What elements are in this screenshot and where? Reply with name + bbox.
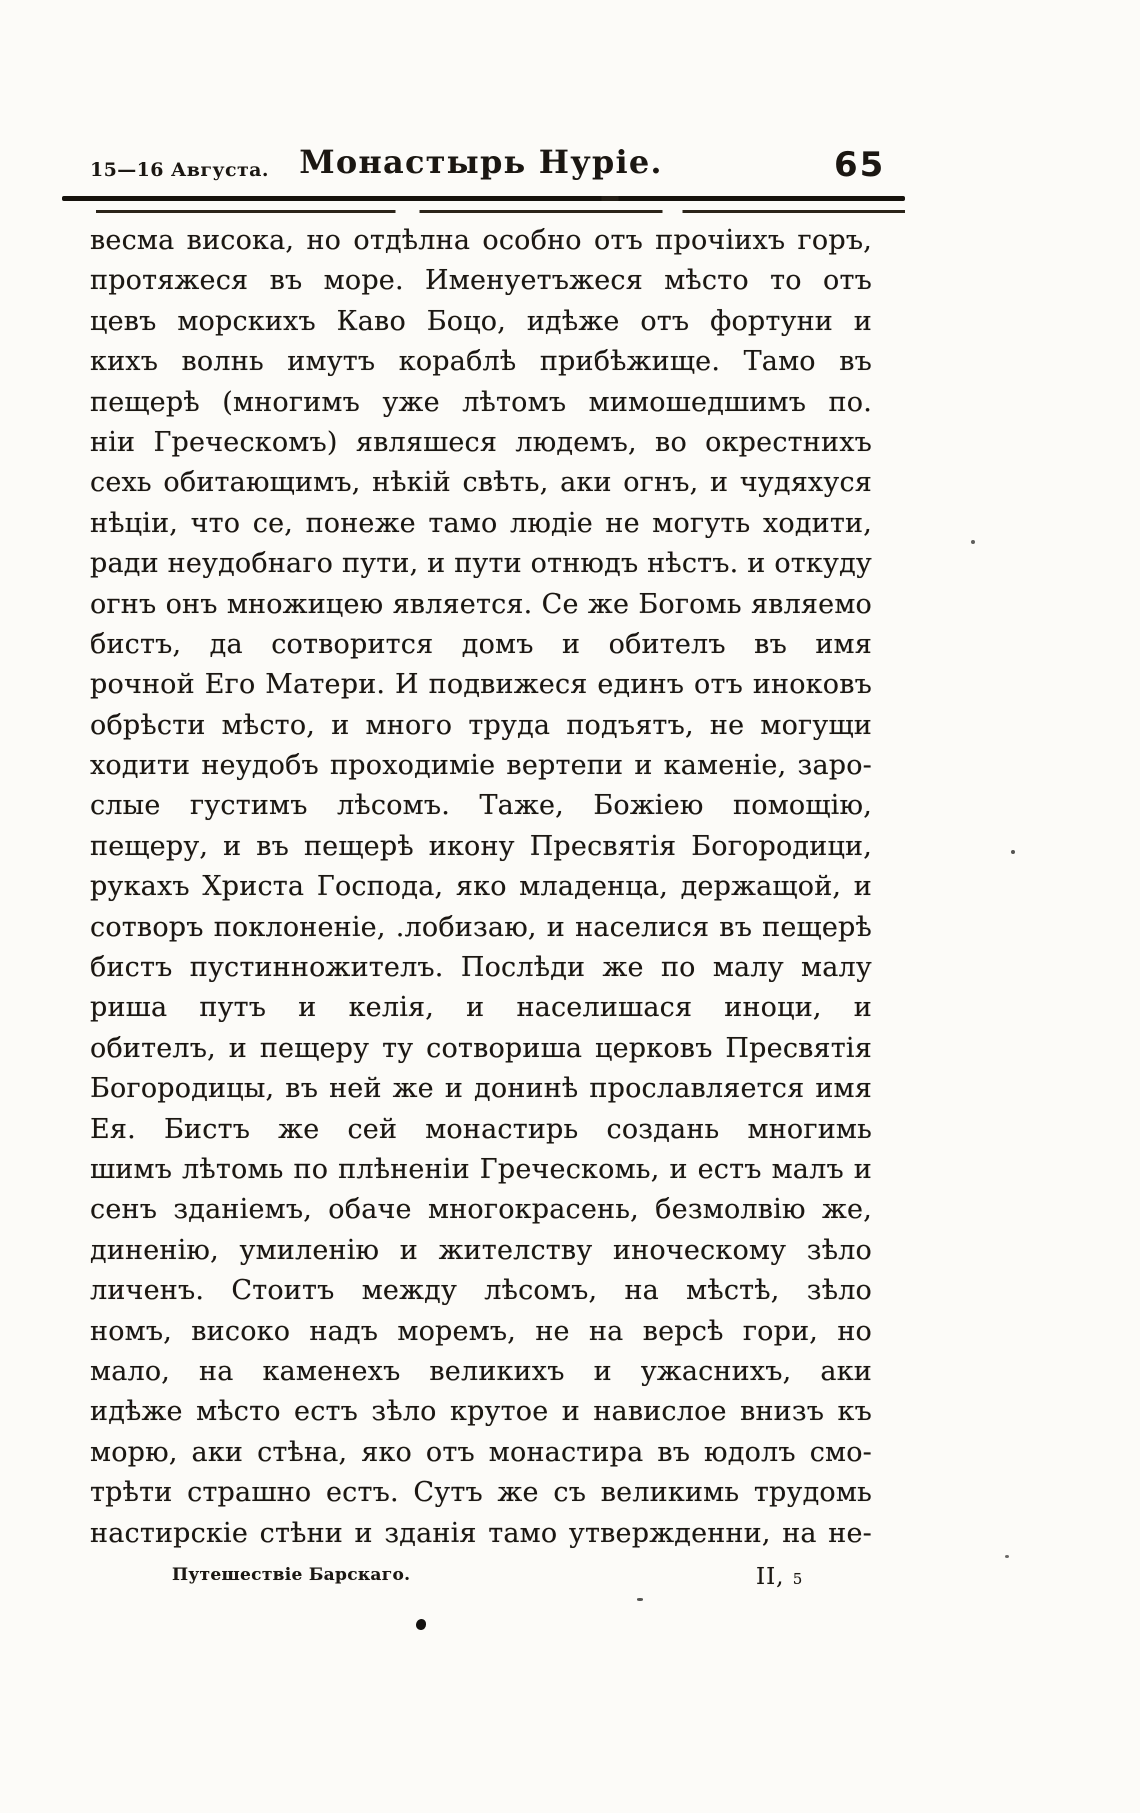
text-line: пещеру, и въ пещерѣ икону Пресвятія Богородици,: [90, 830, 872, 862]
body-text-column: [90, 221, 872, 1554]
text-line: трѣти страшно естъ. Сутъ же съ великимь трудомь: [90, 1477, 872, 1509]
page-number: 65: [834, 145, 886, 185]
running-head-date: 15—16 Августа.: [90, 159, 269, 181]
text-line: сотворъ поклоненіе, .лобизаю, и населися въ пещерѣ: [90, 911, 872, 943]
text-line: пещерѣ (многимъ уже лѣтомъ мимошедшимъ по.: [90, 386, 872, 418]
text-line: протяжеся въ море. Именуетъжеся мѣсто то отъ: [90, 265, 872, 297]
text-line: личенъ. Стоитъ между лѣсомъ, на мѣстѣ, зѣло: [90, 1275, 872, 1307]
running-head-title: Монастырь Нуріе.: [299, 143, 663, 181]
ink-speck: [971, 540, 975, 544]
ink-speck: [637, 1598, 643, 1601]
text-line: бистъ, да сотворится домъ и обителъ въ имя: [90, 628, 872, 660]
text-line: весма висока, но отдѣлна особно отъ прочіихъ горъ,: [90, 225, 872, 256]
text-line: ходити неудобъ проходиміе вертепи и каменіе, заро-: [90, 750, 872, 782]
text-line: нѣціи, что се, понеже тамо людіе не могуть ходити,: [90, 507, 872, 539]
ink-speck: [1011, 850, 1015, 854]
ink-speck: [1005, 1555, 1009, 1558]
header-rule-top: [62, 196, 905, 201]
text-line: идѣже мѣсто естъ зѣло крутое и навислое внизъ къ: [90, 1396, 872, 1428]
text-line: сенъ зданіемъ, обаче многокрасень, безмолвію же,: [90, 1194, 872, 1226]
text-line: настирскіе стѣни и зданія тамо утвержденни, на не-: [90, 1517, 872, 1549]
text-line: шимъ лѣтомь по плѣненіи Греческомь, и естъ малъ и: [90, 1153, 872, 1185]
footer-volume-sheet-mark: [756, 1564, 803, 1590]
text-line: огнъ онъ множицею является. Се же Богомь являемо: [90, 588, 872, 620]
text-line: сехь обитающимъ, нѣкій свѣть, аки огнъ, и чудяхуся: [90, 467, 872, 499]
footer-sheet: 5: [792, 1570, 804, 1588]
text-line: риша путъ и келія, и населишася иноци, и: [90, 992, 872, 1024]
text-line: обителъ, и пещеру ту сотвориша церковъ Пресвятія: [90, 1032, 872, 1064]
text-line: мало, на каменехъ великихъ и ужаснихъ, аки: [90, 1355, 872, 1387]
text-line: слые густимъ лѣсомъ. Таже, Божіею помощію,: [90, 790, 872, 822]
text-line: кихъ волнь имутъ кораблѣ прибѣжище. Тамо въ: [90, 346, 872, 378]
ink-speck: [416, 1619, 426, 1630]
text-line: Ея. Бистъ же сей монастирь создань многимь: [90, 1113, 872, 1145]
footer-volume: II,: [756, 1564, 785, 1590]
text-line: ради неудобнаго пути, и пути отнюдъ нѣстъ. и откуду: [90, 548, 872, 580]
text-line: морю, аки стѣна, яко отъ монастира въ юдолъ смо-: [90, 1436, 872, 1468]
footer-signature: Путешествіе Барскаго.: [172, 1565, 411, 1585]
text-line: номъ, високо надъ моремъ, не на версѣ гори, но: [90, 1315, 872, 1347]
text-line: Богородицы, въ ней же и донинѣ прославляется имя: [90, 1073, 872, 1105]
text-line: рукахъ Христа Господа, яко младенца, держащой, и: [90, 871, 872, 903]
text-line: рочной Его Матери. И подвижеся единъ отъ иноковъ: [90, 669, 872, 701]
text-line: бистъ пустинножителъ. Послѣди же по малу малу: [90, 952, 872, 984]
text-line: ніи Греческомъ) являшеся людемъ, во окрестнихъ: [90, 426, 872, 458]
header-rule-bottom: [96, 210, 905, 213]
text-line: обрѣсти мѣсто, и много труда подъятъ, не могущи: [90, 709, 872, 741]
text-line: цевъ морскихъ Каво Боцо, идѣже отъ фортуни и: [90, 305, 872, 337]
text-line: диненію, умиленію и жителству иноческому зѣло: [90, 1234, 872, 1266]
